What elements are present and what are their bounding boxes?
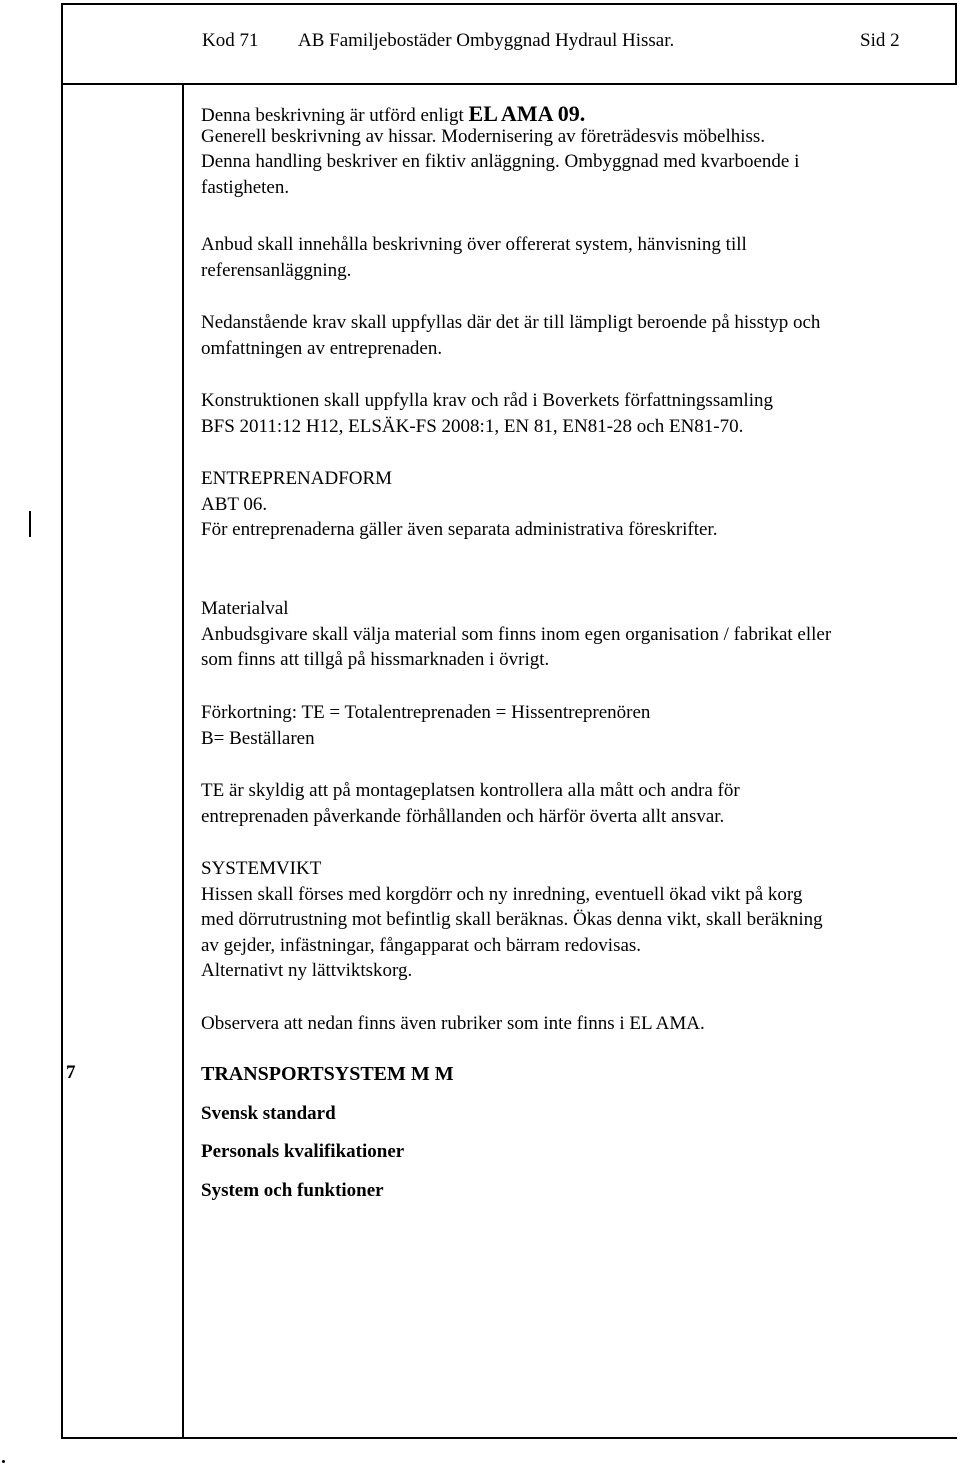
requirements-line2: omfattningen av entreprenaden. (201, 337, 443, 359)
intro-paragraph (201, 101, 953, 200)
system-weight-line4: Alternativt ny lättviktskorg. (201, 960, 413, 981)
frame-left-border (61, 3, 63, 1439)
contractor-duty-line1: TE är skyldig att på montageplatsen kontrollera alla mått och andra för (201, 780, 740, 801)
abbreviation-paragraph (201, 700, 953, 751)
anbud-line1: Anbud skall innehålla beskrivning över offererat system, hänvisning till (201, 234, 747, 255)
frame-right-border (955, 3, 957, 84)
material-line2: som finns att tillgå på hissmarknaden i övrigt. (201, 649, 550, 670)
construction-paragraph (201, 388, 953, 439)
system-weight-section (201, 856, 953, 984)
header-page-number: Sid 2 (860, 30, 900, 51)
section-title: TRANSPORTSYSTEM M M (201, 1063, 454, 1085)
section-item-system-functions: System och funktioner (201, 1179, 384, 1201)
section-item-svensk-standard: Svensk standard (201, 1102, 336, 1124)
contractor-duty-paragraph (201, 778, 953, 829)
construction-line2: BFS 2011:12 H12, ELSÄK-FS 2008:1, EN 81, EN81-28 och EN81-70. (201, 415, 744, 437)
header-code: Kod 71 (202, 30, 259, 51)
intro-line2: Generell beskrivning av hissar. Modernisering av företrädesvis möbelhiss. (201, 125, 766, 147)
abbreviation-line1: Förkortning: TE = Totalentreprenaden = Hissentreprenören (201, 702, 651, 723)
stray-dot (2, 1460, 5, 1463)
intro-line4: fastigheten. (201, 176, 290, 198)
contractor-duty-line2: entreprenaden påverkande förhållanden och härför överta allt ansvar. (201, 805, 725, 827)
contract-form-text: För entreprenaderna gäller även separata administrativa föreskrifter. (201, 519, 718, 540)
frame-bottom-border (61, 1437, 957, 1439)
column-divider (182, 84, 184, 1439)
intro-line3: Denna handling beskriver en fiktiv anläggning. Ombyggnad med kvarboende i (201, 151, 800, 172)
frame-top-border (61, 3, 957, 5)
contract-form-abt: ABT 06. (201, 493, 268, 515)
section-7 (201, 1062, 953, 1203)
material-line1: Anbudsgivare skall välja material som finns inom egen organisation / fabrikat eller (201, 623, 832, 645)
note-paragraph (201, 1011, 953, 1037)
el-ama-reference: EL AMA 09. (468, 101, 586, 126)
system-weight-line2: med dörrutrustning mot befintlig skall beräknas. Ökas denna vikt, skall beräkning (201, 909, 823, 930)
section-item-personal-qualifications: Personals kvalifikationer (201, 1141, 405, 1162)
requirements-paragraph (201, 310, 953, 361)
system-weight-heading: SYSTEMVIKT (201, 858, 322, 879)
material-section (201, 596, 953, 673)
abbreviation-line2: B= Beställaren (201, 727, 315, 749)
contract-form-section (201, 466, 953, 543)
system-weight-line1: Hissen skall förses med korgdörr och ny inredning, eventuell ökad vikt på korg (201, 883, 803, 905)
material-heading: Materialval (201, 598, 289, 619)
note-text: Observera att nedan finns även rubriker som inte finns i EL AMA. (201, 1013, 705, 1034)
intro-line1-text: Denna beskrivning är utförd enligt (201, 105, 464, 126)
system-weight-line3: av gejder, infästningar, fångapparat och bärram redovisas. (201, 934, 642, 956)
header-title: AB Familjebostäder Ombyggnad Hydraul Hissar. (298, 30, 675, 51)
contract-form-heading: ENTREPRENADFORM (201, 468, 393, 489)
section-number: 7 (66, 1062, 76, 1083)
anbud-line2: referensanläggning. (201, 259, 352, 281)
revision-marker (29, 511, 31, 537)
construction-line1: Konstruktionen skall uppfylla krav och råd i Boverkets författningssamling (201, 390, 773, 411)
anbud-paragraph (201, 232, 953, 283)
requirements-line1: Nedanstående krav skall uppfyllas där det är till lämpligt beroende på hisstyp och (201, 312, 821, 333)
header-bottom-border (61, 83, 957, 85)
